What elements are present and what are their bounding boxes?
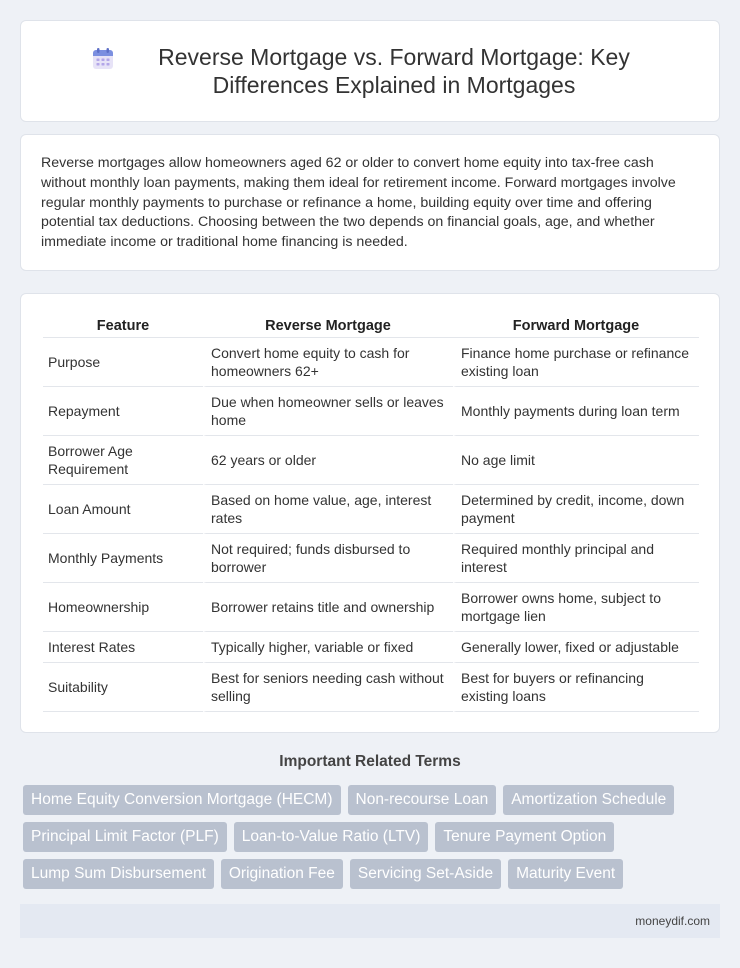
calendar-icon: [90, 46, 116, 72]
tag-loan-to-value-ratio[interactable]: Loan-to-Value Ratio (LTV): [234, 822, 429, 852]
row-feature: Monthly Payments: [43, 534, 203, 583]
comparison-table: [43, 312, 699, 712]
row-feature: Interest Rates: [43, 632, 203, 663]
table-row: [43, 387, 699, 436]
row-reverse: Due when homeowner sells or leaves home: [203, 387, 453, 436]
related-terms-tags: [23, 785, 723, 896]
row-forward: Determined by credit, income, down payment: [453, 485, 699, 534]
table-row: [43, 632, 699, 663]
table-row: [43, 436, 699, 485]
header-reverse-mortgage: Reverse Mortgage: [203, 312, 453, 338]
footer-site[interactable]: moneydif.com: [635, 914, 710, 928]
row-forward: Finance home purchase or refinance existing loan: [453, 338, 699, 387]
row-reverse: Based on home value, age, interest rates: [203, 485, 453, 534]
tag-servicing-set-aside[interactable]: Servicing Set-Aside: [350, 859, 501, 889]
tag-hecm[interactable]: Home Equity Conversion Mortgage (HECM): [23, 785, 341, 815]
title-card: [20, 20, 720, 122]
tag-origination-fee[interactable]: Origination Fee: [221, 859, 343, 889]
row-feature: Repayment: [43, 387, 203, 436]
row-reverse: Borrower retains title and ownership: [203, 583, 453, 632]
tag-row: [23, 859, 723, 889]
tag-non-recourse-loan[interactable]: Non-recourse Loan: [348, 785, 497, 815]
row-reverse: Best for seniors needing cash without selling: [203, 663, 453, 712]
row-feature: Borrower Age Requirement: [43, 436, 203, 485]
header-feature: Feature: [43, 312, 203, 338]
row-forward: No age limit: [453, 436, 699, 485]
table-header-row: [43, 312, 699, 338]
tag-lump-sum-disbursement[interactable]: Lump Sum Disbursement: [23, 859, 214, 889]
tag-row: [23, 822, 723, 852]
table-row: [43, 663, 699, 712]
row-feature: Homeownership: [43, 583, 203, 632]
row-feature: Loan Amount: [43, 485, 203, 534]
table-row: [43, 338, 699, 387]
header-forward-mortgage: Forward Mortgage: [453, 312, 699, 338]
page-title: Reverse Mortgage vs. Forward Mortgage: Key Differences Explained in Mortgages: [158, 44, 630, 98]
tag-principal-limit-factor[interactable]: Principal Limit Factor (PLF): [23, 822, 227, 852]
comparison-table-card: [20, 293, 720, 733]
title-wrap: [90, 43, 650, 99]
tag-maturity-event[interactable]: Maturity Event: [508, 859, 623, 889]
row-reverse: 62 years or older: [203, 436, 453, 485]
row-forward: Best for buyers or refinancing existing loans: [453, 663, 699, 712]
table-row: [43, 534, 699, 583]
row-forward: Borrower owns home, subject to mortgage lien: [453, 583, 699, 632]
row-reverse: Not required; funds disbursed to borrower: [203, 534, 453, 583]
tag-row: [23, 785, 723, 815]
tag-tenure-payment-option[interactable]: Tenure Payment Option: [435, 822, 614, 852]
row-reverse: Typically higher, variable or fixed: [203, 632, 453, 663]
table-row: [43, 485, 699, 534]
row-feature: Purpose: [43, 338, 203, 387]
row-feature: Suitability: [43, 663, 203, 712]
row-forward: Generally lower, fixed or adjustable: [453, 632, 699, 663]
related-terms-heading: Important Related Terms: [279, 753, 461, 770]
intro-paragraph: Reverse mortgages allow homeowners aged 62 or older to convert home equity into tax-free cash without monthly loan payments, making them ideal for retirement income. Forward mortgages involve regular monthly payments to purchase or refinance a home, building equity over time and offering potential tax deductions. Choosing between the two depends on financial goals, age, and whether immediate income or traditional home financing is needed.: [41, 155, 676, 251]
row-reverse: Convert home equity to cash for homeowners 62+: [203, 338, 453, 387]
table-row: [43, 583, 699, 632]
row-forward: Monthly payments during loan term: [453, 387, 699, 436]
intro-card: [20, 134, 720, 271]
row-forward: Required monthly principal and interest: [453, 534, 699, 583]
footer: [20, 904, 720, 938]
tag-amortization-schedule[interactable]: Amortization Schedule: [503, 785, 674, 815]
